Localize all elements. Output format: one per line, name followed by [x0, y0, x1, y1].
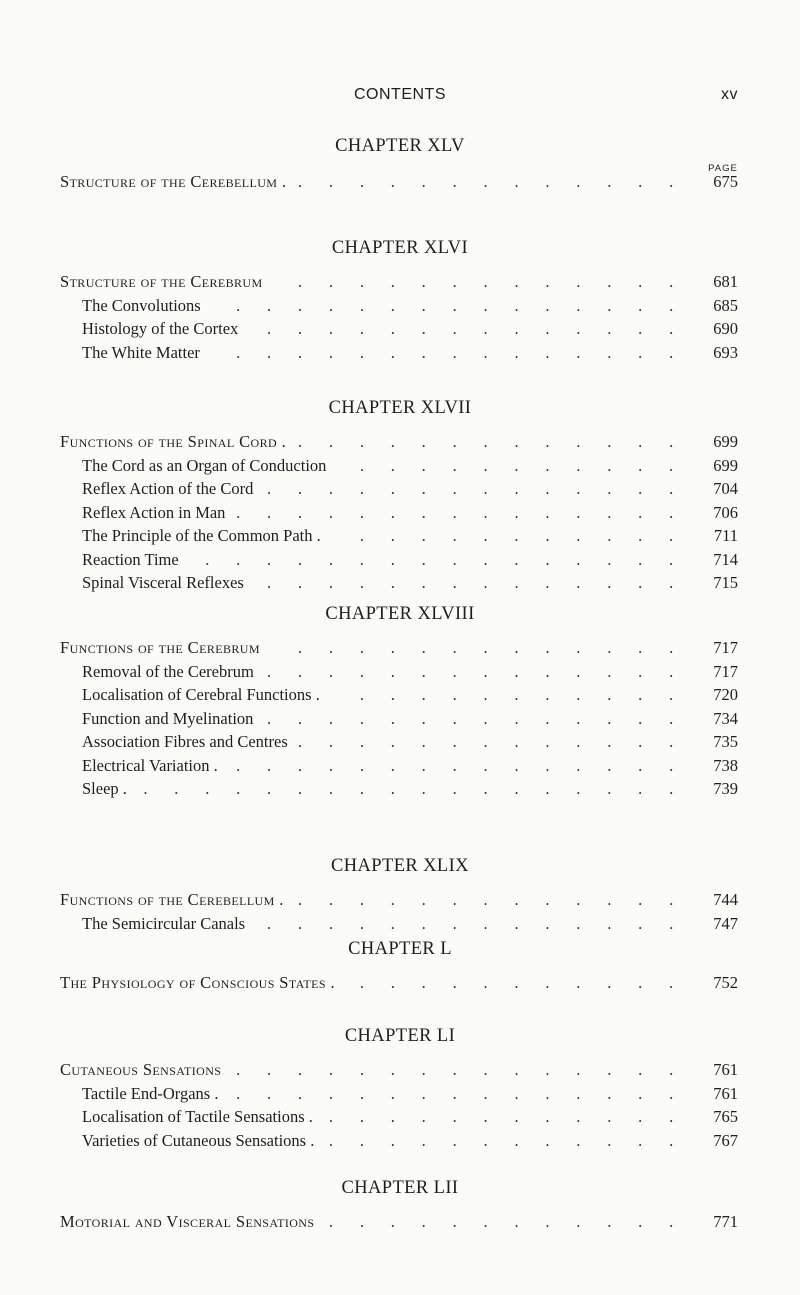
chapter-block — [0, 132, 800, 194]
toc-sub-entry[interactable] — [0, 548, 800, 572]
dot-leader: ........... — [359, 526, 700, 545]
chapter-block — [0, 852, 800, 935]
toc-sub-entry[interactable] — [0, 1082, 800, 1106]
dot-leader: .............. — [267, 479, 700, 498]
dot-leader: .................. — [143, 779, 700, 798]
entry-title: Association Fibres and Centres — [82, 732, 288, 751]
entry-title: Spinal Visceral Reflexes — [82, 573, 244, 592]
entry-page-number: 704 — [713, 479, 738, 498]
toc-sub-entry[interactable] — [0, 454, 800, 478]
chapter-block — [0, 1174, 800, 1234]
running-head — [0, 86, 800, 108]
entry-page-number: 738 — [713, 755, 738, 775]
entry-page-number: 734 — [713, 708, 738, 728]
entry-page-number: 771 — [713, 1212, 738, 1231]
toc-sub-entry[interactable] — [0, 524, 800, 548]
entry-page-number: 747 — [713, 913, 738, 933]
entry-page-number: 706 — [713, 502, 738, 522]
entry-title: Cutaneous Sensations — [60, 1060, 222, 1079]
entry-page-number: 699 — [713, 455, 738, 475]
toc-main-entry[interactable] — [0, 270, 800, 294]
entry-title: Reflex Action of the Cord — [82, 479, 254, 498]
entry-page-number: 720 — [713, 685, 738, 704]
entry-page-number: 761 — [713, 1083, 738, 1103]
running-head-title: CONTENTS — [354, 86, 446, 103]
entry-title: The Convolutions — [82, 295, 201, 315]
entry-page-number: 693 — [713, 342, 738, 362]
chapter-block — [0, 394, 800, 595]
toc-sub-entry[interactable] — [0, 294, 800, 318]
chapter-heading: CHAPTER LII — [341, 1178, 459, 1198]
entry-title: Functions of the Spinal Cord . — [60, 432, 287, 451]
dot-leader: ............. — [297, 890, 700, 909]
dot-leader: ............ — [328, 1107, 700, 1126]
toc-main-entry[interactable] — [0, 971, 800, 995]
dot-leader: .............. — [267, 913, 700, 933]
chapter-heading: CHAPTER XLV — [335, 136, 465, 156]
entry-title: The Cord as an Organ of Conduction — [82, 455, 327, 475]
toc-main-entry[interactable] — [0, 888, 800, 912]
entry-title: Function and Myelination — [82, 708, 254, 728]
toc-sub-entry[interactable] — [0, 754, 800, 778]
toc-sub-entry[interactable] — [0, 912, 800, 936]
dot-leader: ............ — [328, 1212, 700, 1231]
entry-title: Functions of the Cerebellum . — [60, 890, 284, 909]
dot-leader: ............... — [236, 295, 700, 315]
dot-leader: ........... — [359, 973, 700, 992]
dot-leader: .............. — [267, 708, 700, 728]
entry-title: Localisation of Tactile Sensations . — [82, 1107, 313, 1126]
chapter-heading: CHAPTER XLIX — [331, 856, 469, 876]
entry-title: Histology of the Cortex — [82, 319, 239, 338]
entry-page-number: 744 — [713, 890, 738, 909]
entry-page-number: 767 — [713, 1130, 738, 1150]
entry-title: Localisation of Cerebral Functions . — [82, 685, 320, 704]
entry-title: Motorial and Visceral Sensations — [60, 1212, 315, 1231]
toc-sub-entry[interactable] — [0, 777, 800, 801]
entry-page-number: 690 — [713, 319, 738, 338]
page-column-label: PAGE — [708, 163, 738, 174]
entry-title: Tactile End-Organs . — [82, 1083, 219, 1103]
entry-page-number: 685 — [713, 295, 738, 315]
chapter-heading: CHAPTER XLVII — [328, 398, 472, 418]
entry-title: Sleep . — [82, 779, 127, 798]
toc-sub-entry[interactable] — [0, 477, 800, 501]
toc-sub-entry[interactable] — [0, 1129, 800, 1153]
dot-leader: ........... — [359, 455, 700, 475]
chapter-block — [0, 234, 800, 364]
entry-page-number: 717 — [713, 638, 738, 657]
entry-title: Electrical Variation . — [82, 755, 218, 775]
dot-leader: ............. — [297, 432, 700, 451]
dot-leader: ............. — [297, 172, 700, 191]
toc-sub-entry[interactable] — [0, 707, 800, 731]
chapter-heading: CHAPTER XLVI — [331, 238, 469, 258]
entry-title: The Principle of the Common Path . — [82, 526, 321, 545]
entry-title: Varieties of Cutaneous Sensations . — [82, 1130, 315, 1150]
toc-sub-entry[interactable] — [0, 660, 800, 684]
dot-leader: ............. — [297, 732, 700, 751]
dot-leader: ............... — [236, 1060, 700, 1079]
entry-title: Reflex Action in Man — [82, 502, 226, 522]
entry-page-number: 765 — [713, 1107, 738, 1126]
dot-leader: .............. — [267, 573, 700, 592]
toc-main-entry[interactable] — [0, 636, 800, 660]
entry-page-number: 739 — [713, 779, 738, 798]
chapter-heading: CHAPTER L — [348, 939, 452, 959]
chapter-block — [0, 935, 800, 995]
dot-leader: ............... — [236, 755, 700, 775]
entry-title: Removal of the Cerebrum — [82, 661, 254, 681]
chapter-block — [0, 600, 800, 801]
toc-sub-entry[interactable] — [0, 317, 800, 341]
dot-leader: .............. — [267, 319, 700, 338]
entry-page-number: 761 — [713, 1060, 738, 1079]
entry-title: Functions of the Cerebrum — [60, 638, 260, 657]
entry-page-number: 675 — [713, 172, 738, 191]
entry-page-number: 715 — [713, 573, 738, 592]
toc-sub-entry[interactable] — [0, 571, 800, 595]
dot-leader: ........... — [359, 685, 700, 704]
entry-page-number: 699 — [713, 432, 738, 451]
dot-leader: ............ — [328, 1130, 700, 1150]
entry-title: Structure of the Cerebrum — [60, 272, 263, 291]
entry-page-number: 752 — [713, 973, 738, 992]
entry-page-number: 714 — [713, 549, 738, 569]
toc-sub-entry[interactable] — [0, 1105, 800, 1129]
dot-leader: ............... — [236, 342, 700, 362]
dot-leader: ............. — [297, 638, 700, 657]
dot-leader: ............. — [297, 272, 700, 291]
dot-leader: ............... — [236, 502, 700, 522]
toc-main-entry[interactable] — [0, 430, 800, 454]
chapter-heading: CHAPTER LI — [344, 1026, 456, 1046]
entry-page-number: 681 — [713, 272, 738, 291]
dot-leader: .............. — [267, 661, 700, 681]
toc-main-entry[interactable] — [0, 170, 800, 194]
chapter-heading: CHAPTER XLVIII — [325, 604, 475, 624]
running-head-page-number: xv — [721, 86, 738, 103]
dot-leader: ................ — [205, 549, 700, 569]
entry-page-number: 735 — [713, 732, 738, 751]
entry-title: Structure of the Cerebellum . — [60, 172, 287, 191]
entry-title: The Semicircular Canals — [82, 913, 246, 933]
toc-sub-entry[interactable] — [0, 501, 800, 525]
entry-page-number: 711 — [713, 526, 738, 545]
toc-main-entry[interactable] — [0, 1058, 800, 1082]
toc-sub-entry[interactable] — [0, 683, 800, 707]
toc-sub-entry[interactable] — [0, 341, 800, 365]
toc-main-entry[interactable] — [0, 1210, 800, 1234]
entry-title: Reaction Time — [82, 549, 179, 569]
entry-title: The White Matter — [82, 342, 200, 362]
chapter-block — [0, 1022, 800, 1152]
dot-leader: ............... — [236, 1083, 700, 1103]
entry-page-number: 717 — [713, 661, 738, 681]
toc-sub-entry[interactable] — [0, 730, 800, 754]
entry-title: The Physiology of Conscious States . — [60, 973, 335, 992]
